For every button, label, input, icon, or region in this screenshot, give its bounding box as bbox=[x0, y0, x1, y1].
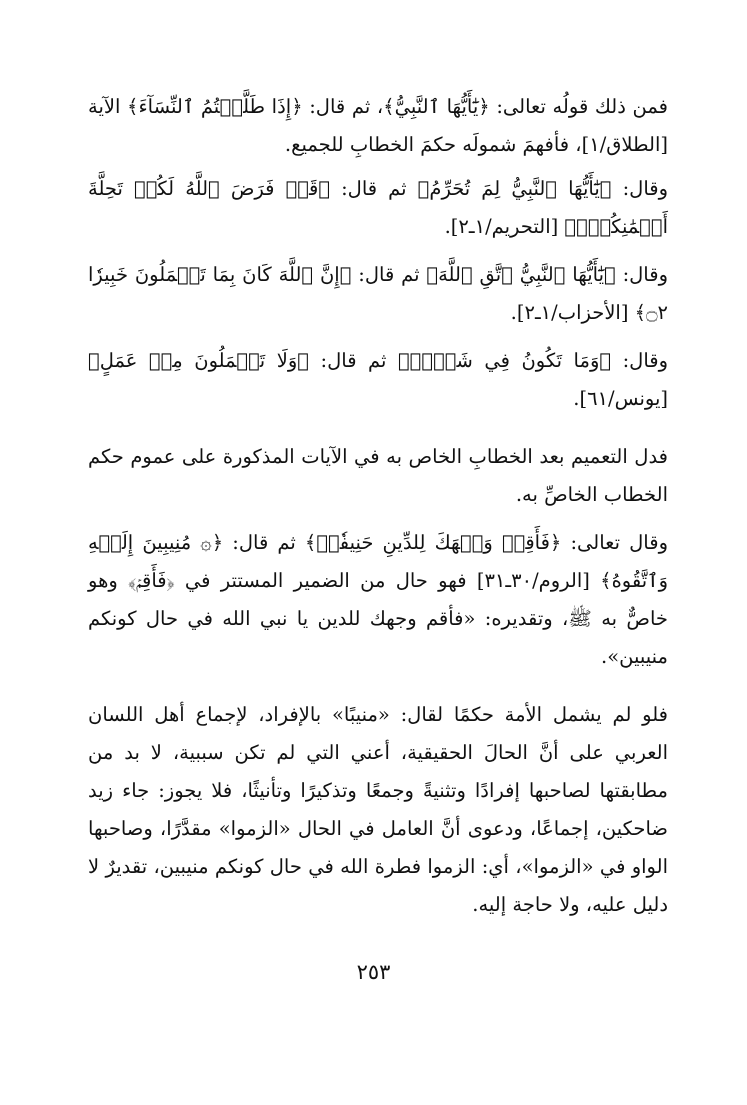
paragraph-2: وقال: ﴿يَٰٓأَيُّهَا ٱلنَّبِيُّ لِمَ تُحَرِّمُ﴾ ثم قال: ﴿قَدۡ فَرَضَ ٱللَّهُ لَكُمۡ تَحِلَّةَ أَيۡمَٰنِكُمۡۚ﴾ [التحريم/١ـ٢]. bbox=[88, 177, 668, 238]
paragraph-1: فمن ذلك قولُه تعالى: ﴿يَٰٓأَيُّهَا ٱلنَّبِيُّ﴾، ثم قال: ﴿إِذَا طَلَّقۡتُمُ ٱلنِّسَآءَ﴾ الآية [الطلاق/١]، فأفهمَ شمولَه حكمَ الخطابِ للجميع. bbox=[88, 95, 668, 156]
page-number: ٢٥٣ bbox=[356, 960, 391, 984]
paragraph-7: فلو لم يشمل الأمة حكمًا لقال: «منيبًا» بالإفراد، لإجماع أهل اللسان العربي على أنَّ الحالَ الحقيقية، أعني التي لم تكن سببية، لا بد من مطابقتها لصاحبها إفرادًا وتثنيةً وجمعًا وتذكيرًا وتأنيثًا، فلا يجوز: جاء زيد ضاحكين، إجماعًا، ودعوى أنَّ العامل في الحال «الزموا» مقدَّرًا، وصاحبها الواو في «الزموا»، أي: الزموا فطرة الله في حال كونكم منيبين، تقديرٌ لا دليل عليه، ولا حاجة إليه. bbox=[88, 703, 668, 916]
paragraph-5: فدل التعميم بعد الخطابِ الخاص به في الآيات المذكورة على عموم حكم الخطاب الخاصِّ به. bbox=[88, 445, 668, 506]
paragraph-6: وقال تعالى: ﴿فَأَقِمۡ وَجۡهَكَ لِلدِّينِ حَنِيفٗاۚ﴾ ثم قال: ﴿۞ مُنِيبِينَ إِلَيۡهِ وَٱتَّقُوهُ﴾ [الروم/٣٠ـ٣١] فهو حال من الضمير المستتر في ﴿فَأَقِمۡ﴾ وهو خاصٌّ به ﷺ، وتقديره: «فأقم وجهك للدين يا نبي الله في حال كونكم منيبين». bbox=[88, 531, 668, 668]
page-body bbox=[88, 88, 668, 924]
paragraph-4: وقال: ﴿وَمَا تَكُونُ فِي شَأۡنٖ﴾ ثم قال: ﴿وَلَا تَعۡمَلُونَ مِنۡ عَمَلٍ﴾ [يونس/٦١]. bbox=[88, 349, 668, 410]
paragraph-3: وقال: ﴿يَٰٓأَيُّهَا ٱلنَّبِيُّ ٱتَّقِ ٱللَّهَ﴾ ثم قال: ﴿إِنَّ ٱللَّهَ كَانَ بِمَا تَعۡمَلُونَ خَبِيرٗا ۝٢﴾ [الأحزاب/١ـ٢]. bbox=[88, 263, 668, 324]
